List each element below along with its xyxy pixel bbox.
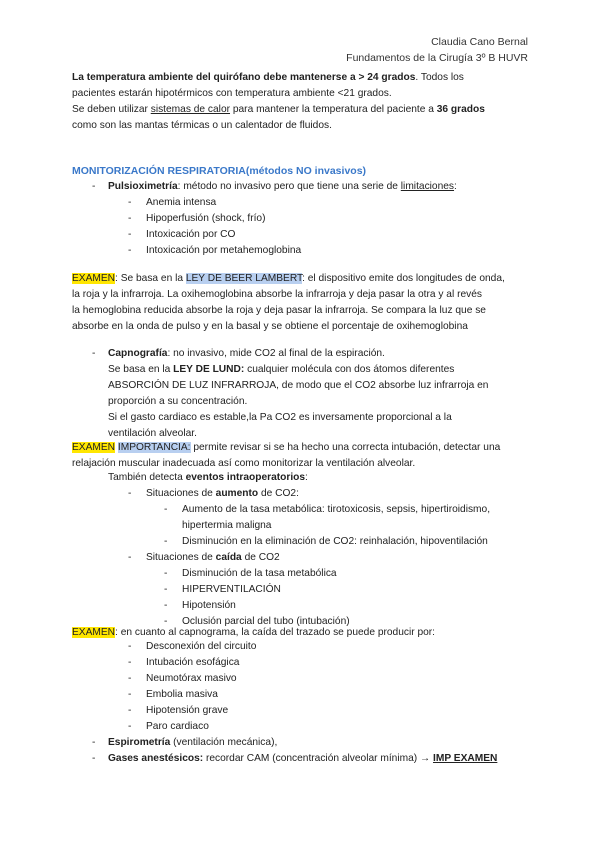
intro-bold: La temperatura ambiente del quirófano debe mantenerse a > 24 grados: [72, 72, 416, 83]
capno-line-2: [108, 364, 454, 375]
dash-bullet: -: [164, 616, 168, 627]
list-item: Intoxicación por metahemoglobina: [146, 245, 302, 256]
capno-line-5: Si el gasto cardiaco es estable,la Pa CO2 es inversamente proporcional a la: [108, 412, 452, 423]
pulsi-bold: Pulsioximetría: [108, 181, 178, 192]
list-item: Hipotensión: [182, 600, 236, 611]
intro-l3-a: Se deben utilizar: [72, 104, 151, 115]
intro-l1-rest: . Todos los: [415, 72, 464, 83]
dash-bullet: -: [164, 584, 168, 595]
intro-l3-bold: 36 grados: [436, 104, 485, 115]
dash-bullet: -: [128, 213, 132, 224]
list-item: Hipoperfusión (shock, frío): [146, 213, 266, 224]
list-item: Intubación esofágica: [146, 657, 240, 668]
list-item: hipertermia maligna: [182, 520, 272, 531]
dash-bullet: -: [128, 689, 132, 700]
dash-bullet: -: [164, 568, 168, 579]
intro-line-3: [72, 102, 485, 117]
capno-l2-a: Se basa en la: [108, 364, 174, 375]
beer-lambert-highlight: LEY DE BEER LAMBERT: [185, 273, 303, 284]
list-item: Anemia intensa: [146, 197, 217, 208]
list-item: Aumento de la tasa metabólica: tirotoxicosis, sepsis, hipertiroidismo,: [182, 504, 491, 515]
dash-bullet: -: [92, 737, 96, 748]
pulsi-line: [108, 181, 457, 192]
dash-bullet: -: [164, 504, 168, 515]
exam-tag: EXAMEN: [72, 273, 116, 284]
exam-tag: EXAMEN: [72, 627, 116, 638]
intro-line-4: como son las mantas térmicas o un calentador de fluidos.: [72, 120, 332, 131]
list-item: Disminución en la eliminación de CO2: reinhalación, hipoventilación: [182, 536, 488, 547]
dash-bullet: -: [128, 641, 132, 652]
aumento-bold: aumento: [215, 488, 259, 499]
exam1-line-1: [72, 271, 505, 286]
dash-bullet: -: [92, 181, 96, 192]
list-item: Desconexión del circuito: [146, 641, 257, 652]
caida-b: de CO2: [241, 552, 280, 563]
exam3-line-1: [72, 625, 435, 640]
eventos-bold: eventos intraoperatorios: [185, 472, 306, 483]
dash-bullet: -: [164, 600, 168, 611]
imp-examen: IMP EXAMEN: [433, 753, 498, 764]
caida-heading: [146, 552, 280, 563]
exam3-rest: : en cuanto al capnograma, la caída del trazado se puede producir por:: [115, 627, 436, 638]
intro-line-1: [72, 70, 464, 85]
dash-bullet: -: [128, 721, 132, 732]
espiro-rest: (ventilación mecánica),: [170, 737, 278, 748]
gases-bold: Gases anestésicos:: [108, 753, 204, 764]
author-name: Claudia Cano Bernal: [431, 36, 528, 48]
intro-l3-b: para mantener la temperatura del paciente a: [230, 104, 437, 115]
exam2-rest: permite revisar si se ha hecho una correcta intubación, detectar una: [190, 442, 501, 453]
exam-tag: EXAMEN: [72, 442, 116, 453]
exam1-b: : el dispositivo emite dos longitudes de onda,: [302, 273, 505, 284]
exam2-l3-a: También detecta: [108, 472, 186, 483]
gases-line: [108, 753, 497, 764]
dash-bullet: -: [128, 229, 132, 240]
intro-underlined: sistemas de calor: [150, 104, 231, 115]
gases-rest: recordar CAM (concentración alveolar mínima) →: [203, 753, 434, 764]
dash-bullet: -: [128, 488, 132, 499]
importancia-highlight: IMPORTANCIA:: [117, 442, 191, 453]
list-item: HIPERVENTILACIÓN: [182, 584, 281, 595]
exam1-a: : Se basa en la: [115, 273, 186, 284]
list-item: Hipotensión grave: [146, 705, 229, 716]
dash-bullet: -: [128, 657, 132, 668]
exam1-line-3: la hemoglobina reducida absorbe la roja y deja pasar la infrarroja. Se compara la luz que se: [72, 305, 486, 316]
capno-line-1: [108, 348, 385, 359]
aumento-b: de CO2:: [258, 488, 299, 499]
lund-law: LEY DE LUND:: [173, 364, 245, 375]
caida-a: Situaciones de: [146, 552, 216, 563]
capno-line-6: ventilación alveolar.: [108, 428, 197, 439]
espiro-line: [108, 737, 277, 748]
pulsi-rest-b: :: [454, 181, 457, 192]
capno-line-3: ABSORCIÓN DE LUZ INFRARROJA, de modo que el CO2 absorbe luz infrarroja en: [108, 380, 489, 391]
capno-bold: Capnografía: [108, 348, 168, 359]
dash-bullet: -: [128, 673, 132, 684]
dash-bullet: -: [128, 197, 132, 208]
list-item: Neumotórax masivo: [146, 673, 237, 684]
list-item: Oclusión parcial del tubo (intubación): [182, 616, 350, 627]
course-name: Fundamentos de la Cirugía 3º B HUVR: [346, 52, 528, 64]
aumento-a: Situaciones de: [146, 488, 216, 499]
caida-bold: caída: [215, 552, 242, 563]
dash-bullet: -: [164, 536, 168, 547]
list-item: Paro cardiaco: [146, 721, 209, 732]
exam1-line-2: la roja y la infrarroja. La oxihemoglobina absorbe la infrarroja y deja pasar la otra y al revés: [72, 289, 482, 300]
exam1-line-4: absorbe en la onda de pulso y en la basal y se obtiene el porcentaje de oxihemoglobina: [72, 321, 468, 332]
exam2-line-3: [108, 472, 308, 483]
dash-bullet: -: [92, 348, 96, 359]
pulsi-underlined: limitaciones: [400, 181, 455, 192]
capno-line-4: proporción a su concentración.: [108, 396, 248, 407]
exam2-l3-b: :: [305, 472, 308, 483]
pulsi-rest-a: : método no invasivo pero que tiene una serie de: [177, 181, 401, 192]
exam2-line-2: relajación muscular inadecuada así como monitorizar la ventilación alveolar.: [72, 458, 416, 469]
intro-line-2: pacientes estarán hipotérmicos con temperatura ambiente <21 grados.: [72, 88, 392, 99]
dash-bullet: -: [128, 552, 132, 563]
espiro-bold: Espirometría: [108, 737, 171, 748]
capno-rest: : no invasivo, mide CO2 al final de la espiración.: [167, 348, 385, 359]
dash-bullet: -: [128, 245, 132, 256]
dash-bullet: -: [92, 753, 96, 764]
dash-bullet: -: [128, 705, 132, 716]
list-item: Intoxicación por CO: [146, 229, 236, 240]
section-title: MONITORIZACIÓN RESPIRATORIA(métodos NO invasivos): [72, 165, 367, 177]
list-item: Embolia masiva: [146, 689, 218, 700]
capno-l2-b: cualquier molécula con dos átomos diferentes: [244, 364, 455, 375]
aumento-heading: [146, 488, 299, 499]
list-item: Disminución de la tasa metabólica: [182, 568, 337, 579]
exam2-line-1: [72, 440, 500, 455]
